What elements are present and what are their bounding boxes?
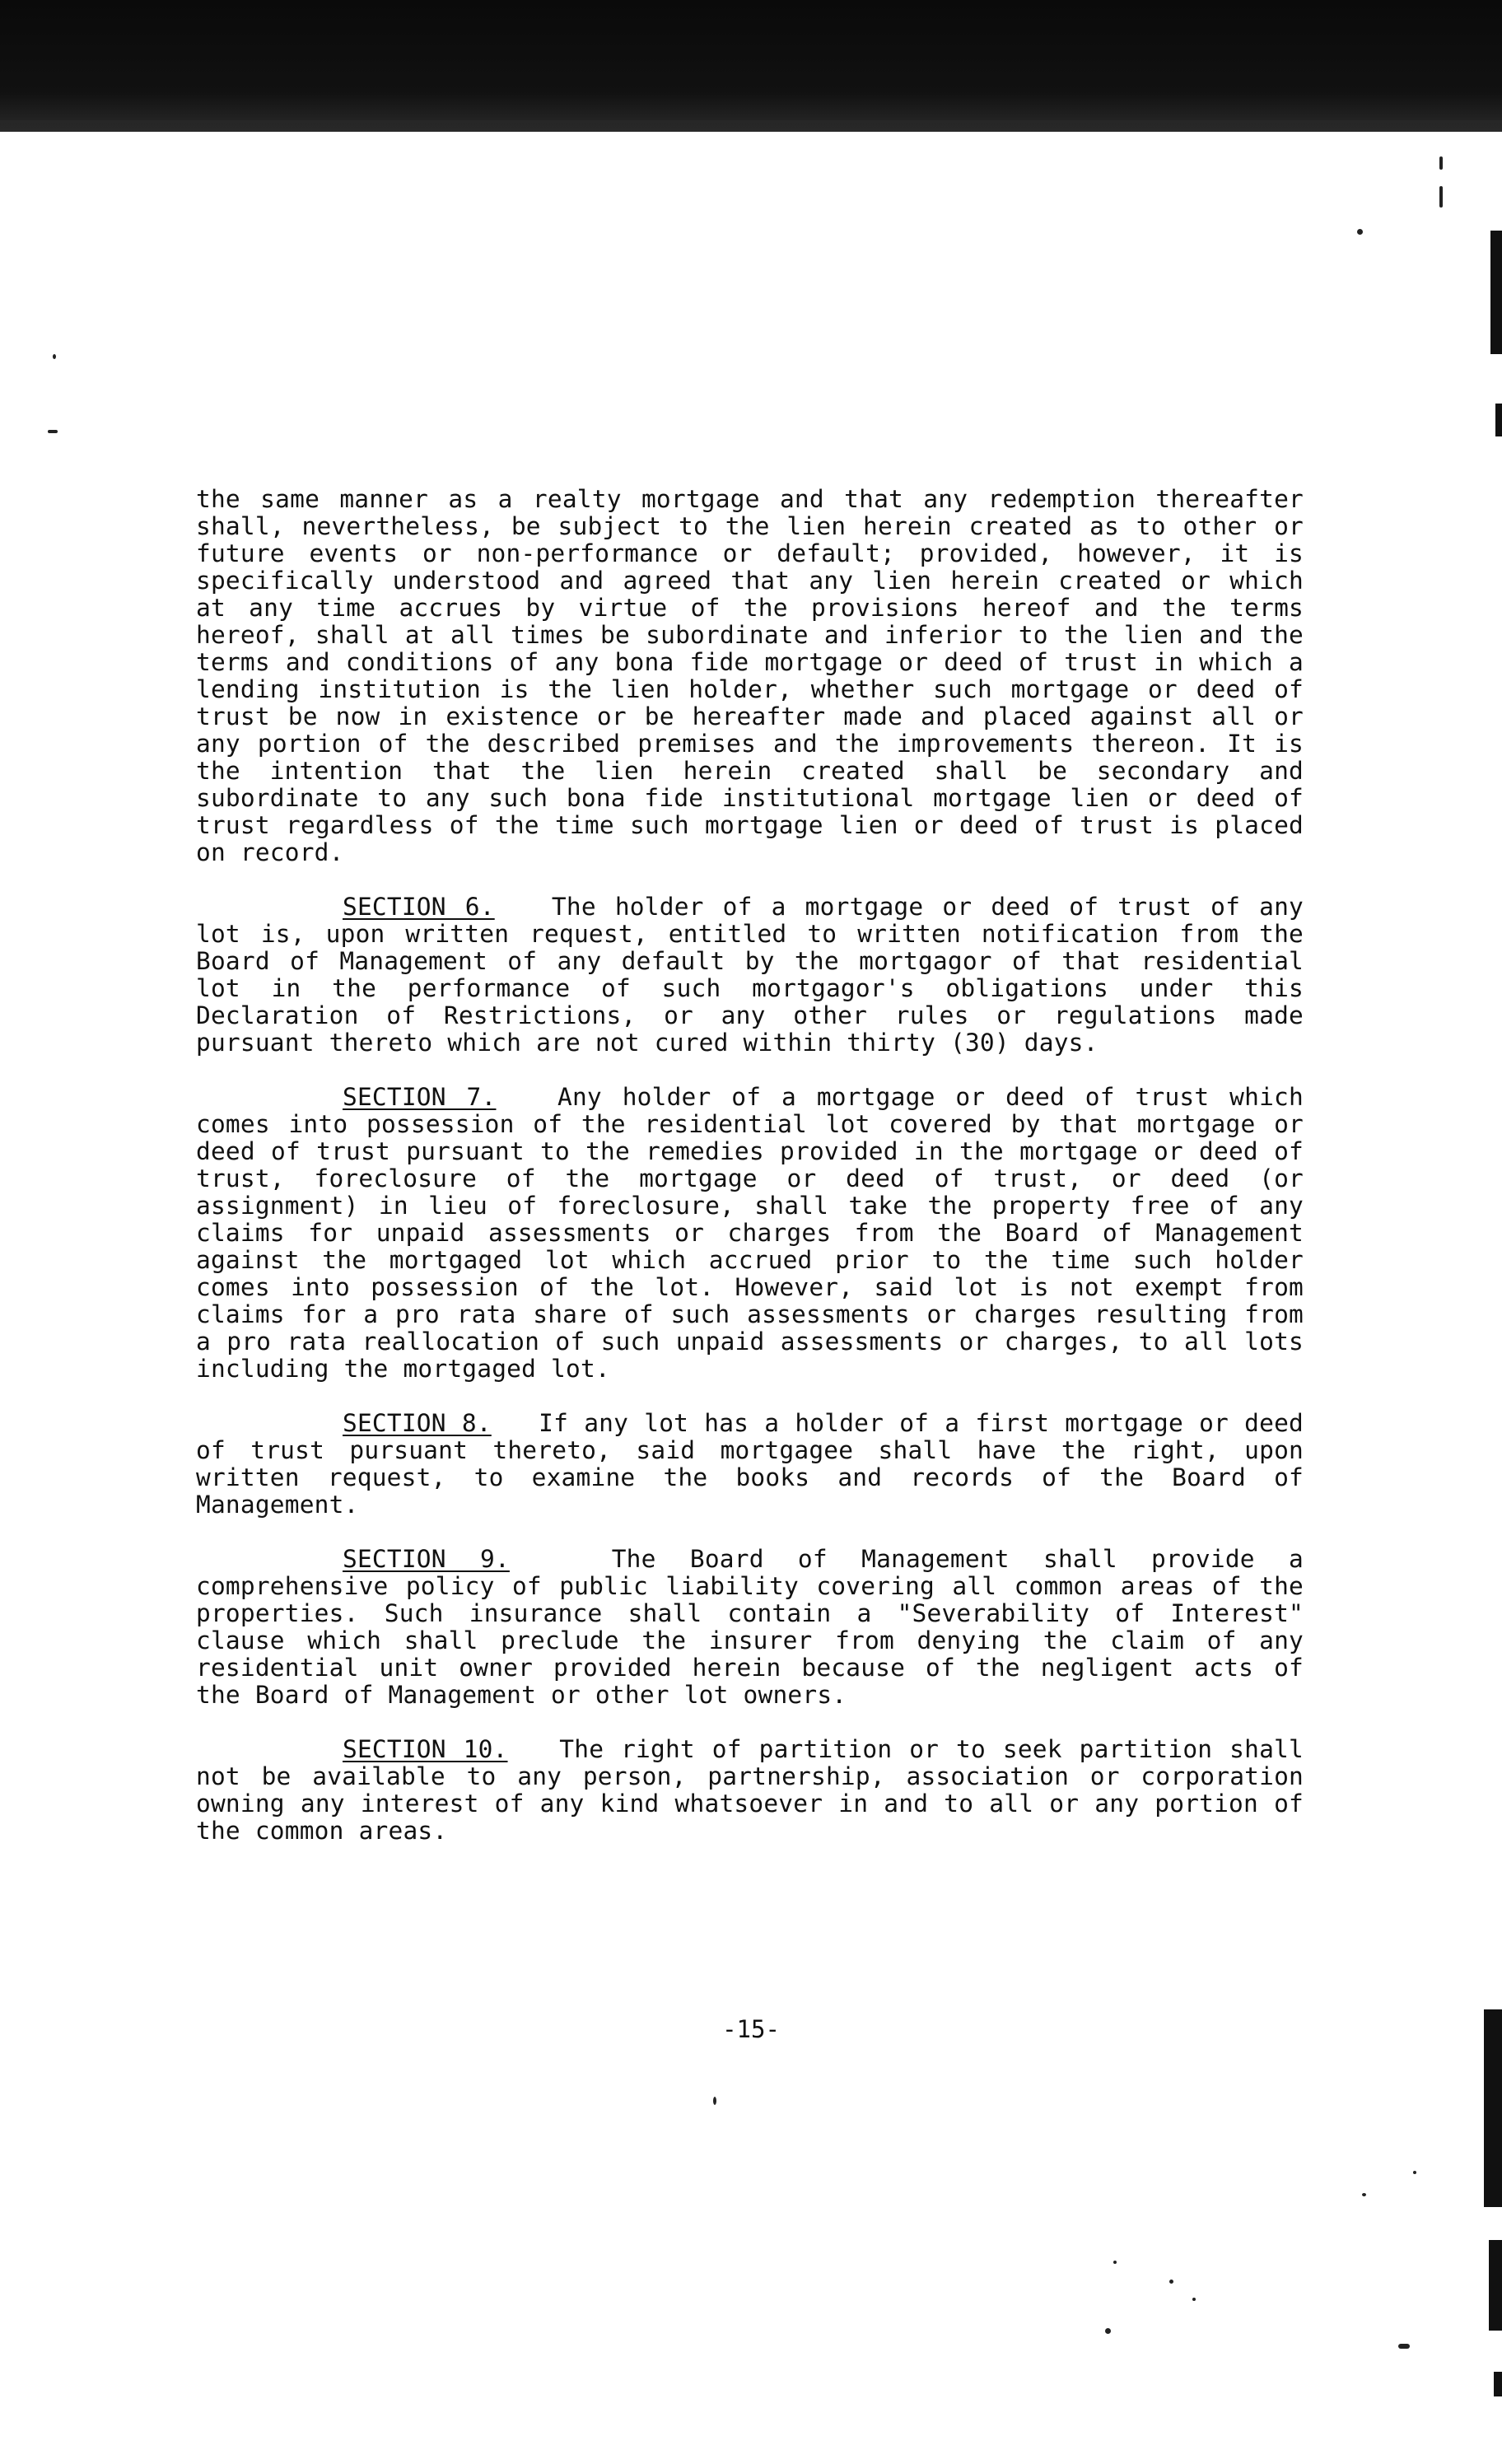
document-body — [196, 486, 1304, 1872]
page-number: -15- — [722, 2015, 780, 2043]
section-8-text: If any lot has a holder of a first mortgage or deed of trust pursuant thereto, said mortgagee shall have the right, upon written request, to examine the books and records of the Board of Management. — [196, 1409, 1304, 1519]
section-7-text: Any holder of a mortgage or deed of trust which comes into possession of the residential lot covered by that mortgage or deed of trust pursuant to the remedies provided in the mortgage or deed of trust, foreclosure of the mortgage or deed of trust, or deed (or assignment) in lieu of foreclosure, shall take the property free of any claims for unpaid assessments or charges from the Board of Management against the mortgaged lot which accrued prior to the time such holder comes into possession of the lot. However, said lot is not exempt from claims for a pro rata share of such assessments or charges resulting from a pro rata reallocation of such unpaid assessments or charges, to all lots including the mortgaged lot. — [196, 1083, 1304, 1383]
scan-speck — [53, 354, 56, 359]
section-7-heading: SECTION 7. — [343, 1083, 497, 1111]
section-6-text: The holder of a mortgage or deed of trust of any lot is, upon written request, entitled to written notification from the Board of Management of any default by the mortgagor of that residential lot in the performance of such mortgagor's obligations under this Declaration of Restrictions, or any other rules or regulations made pursuant thereto which are not cured within thirty (30) days. — [196, 893, 1304, 1057]
scan-speck — [1357, 229, 1363, 235]
scan-speck — [48, 430, 58, 433]
section-9-paragraph — [196, 1546, 1304, 1709]
scan-speck — [1113, 2261, 1117, 2264]
section-10-paragraph — [196, 1736, 1304, 1845]
scan-speck — [1398, 2344, 1410, 2349]
scan-speck — [1105, 2328, 1111, 2334]
section-6-paragraph — [196, 894, 1304, 1057]
scan-speck — [1192, 2298, 1196, 2301]
section-8-paragraph — [196, 1410, 1304, 1519]
scan-speck — [1413, 2171, 1416, 2174]
scan-speck — [1439, 156, 1443, 170]
scan-speck — [1439, 186, 1443, 208]
scan-speck — [713, 2097, 716, 2105]
section-10-text: The right of partition or to seek partition shall not be available to any person, partnership, association or corporation owning any interest of any kind whatsoever in and to all or any portion of the common areas. — [196, 1735, 1304, 1845]
scan-top-border — [0, 0, 1502, 132]
continuation-paragraph: the same manner as a realty mortgage and that any redemption thereafter shall, nevertheless, be subject to the lien herein created as to other or future events or non-performance or default; provided, however, it is specifically understood and agreed that any lien herein created or which at any time accrues by virtue of the provisions hereof and the terms hereof, shall at all times be subordinate and inferior to the lien and the terms and conditions of any bona fide mortgage or deed of trust in which a lending institution is the lien holder, whether such mortgage or deed of trust be now in existence or be hereafter made and placed against all or any portion of the described premises and the improvements thereon. It is the intention that the lien herein created shall be secondary and subordinate to any such bona fide institutional mortgage lien or deed of trust regardless of the time such mortgage lien or deed of trust is placed on record. — [196, 485, 1304, 866]
scan-speck — [1169, 2280, 1173, 2284]
section-6-heading: SECTION 6. — [343, 893, 495, 921]
scan-speck — [1362, 2193, 1366, 2196]
section-10-heading: SECTION 10. — [343, 1735, 508, 1763]
section-7-paragraph — [196, 1084, 1304, 1383]
scan-right-edge — [1477, 132, 1502, 2464]
section-9-text: The Board of Management shall provide a comprehensive policy of public liability covering all common areas of the properties. Such insurance shall contain a "Severability of Interest" clause which shall preclude the insurer from denying the claim of any residential unit owner provided herein because of the negligent acts of the Board of Management or other lot owners. — [196, 1545, 1304, 1709]
section-8-heading: SECTION 8. — [343, 1409, 492, 1437]
section-9-heading: SECTION 9. — [343, 1545, 510, 1573]
